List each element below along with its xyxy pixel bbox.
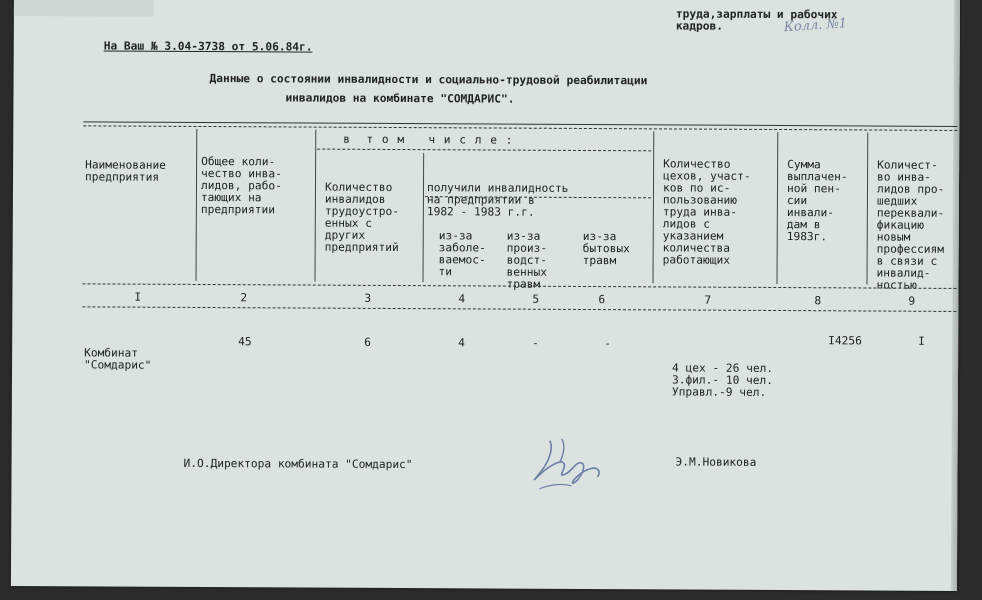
col-number: I	[134, 290, 142, 304]
document-sheet	[11, 0, 960, 591]
col-pension-header: Сумма выплачен- ной пен- сии инвали- дам в 1983г.	[786, 158, 848, 244]
page-edge-shadow	[951, 0, 960, 591]
col-number: 9	[908, 294, 916, 308]
dept-line-1: труда,зарплаты и рабочих	[675, 7, 838, 22]
col-domestic-header: из-за бытовых травм	[582, 229, 630, 268]
reference-line: На Ваш № 3.04-3738 от 5.06.84г.	[103, 39, 313, 54]
col-number: 4	[458, 292, 466, 306]
col-divider	[776, 132, 778, 284]
col-workshops-header: Количество цехов, участ- ков по ис- пользованию труда инва- лидов с указанием количества работающих	[662, 157, 751, 267]
row-transferred: 6	[364, 335, 371, 349]
row-workshops: 4 цех - 26 чел. 3.фил.- 10 чел. Управл.-9 чел.	[671, 361, 774, 399]
title-line-1: Данные о состоянии инвалидности и социально-трудовой реабилитации	[209, 72, 648, 88]
col-industrial-header: из-за произ- водст- венных травм	[506, 229, 548, 291]
col-divider	[866, 132, 868, 284]
col-divider	[652, 131, 654, 283]
archive-handwritten-mark: Колл. №1	[783, 16, 848, 36]
col-divider	[196, 129, 198, 281]
col-total-header: Общее коли- чество инва- лидов, рабо- тающих на предприятии	[200, 154, 282, 217]
col-number: 2	[240, 291, 248, 305]
row-total: 45	[238, 335, 252, 349]
col-disease-header: из-за заболе- ваемос- ти	[438, 229, 486, 279]
row-disease: 4	[458, 336, 465, 350]
row-pension: I4256	[828, 334, 862, 348]
col-number: 8	[814, 294, 822, 308]
signatory-name: Э.М.Новикова	[675, 455, 757, 469]
handwritten-signature	[519, 433, 609, 495]
col-transferred-header: Количество инвалидов трудоустро- енных с других предприятий	[324, 180, 399, 255]
row-domestic: -	[604, 337, 611, 351]
row-industrial: -	[532, 336, 539, 350]
col-number: 6	[598, 293, 606, 307]
row-enterprise-name: Комбинат "Сомдарис"	[84, 346, 152, 372]
subgroup-header: получили инвалидность на предприятии в 1982 - 1983 г.г.	[426, 181, 569, 219]
group-rule	[317, 149, 651, 152]
signatory-position: И.О.Директора комбината "Сомдарис"	[183, 456, 413, 472]
group-header: в т о м ч и с л е :	[343, 132, 514, 147]
col-name-header: Наименование предприятия	[85, 158, 166, 184]
paper-scrap	[14, 0, 154, 17]
col-divider	[422, 153, 424, 282]
col-number: 7	[704, 293, 712, 307]
row-retraining: I	[918, 334, 925, 348]
col-divider	[314, 130, 316, 282]
title-line-2: инвалидов на комбинате "СОМДАРИС".	[285, 91, 515, 106]
col-retraining-header: Количест- во инва- лидов про- шедших переквали- фикацию новым профессиям в связи с инвалид- ностью	[876, 158, 945, 292]
dept-line-2: кадров.	[675, 19, 724, 33]
col-number: 3	[364, 291, 372, 305]
col-number: 5	[532, 292, 540, 306]
